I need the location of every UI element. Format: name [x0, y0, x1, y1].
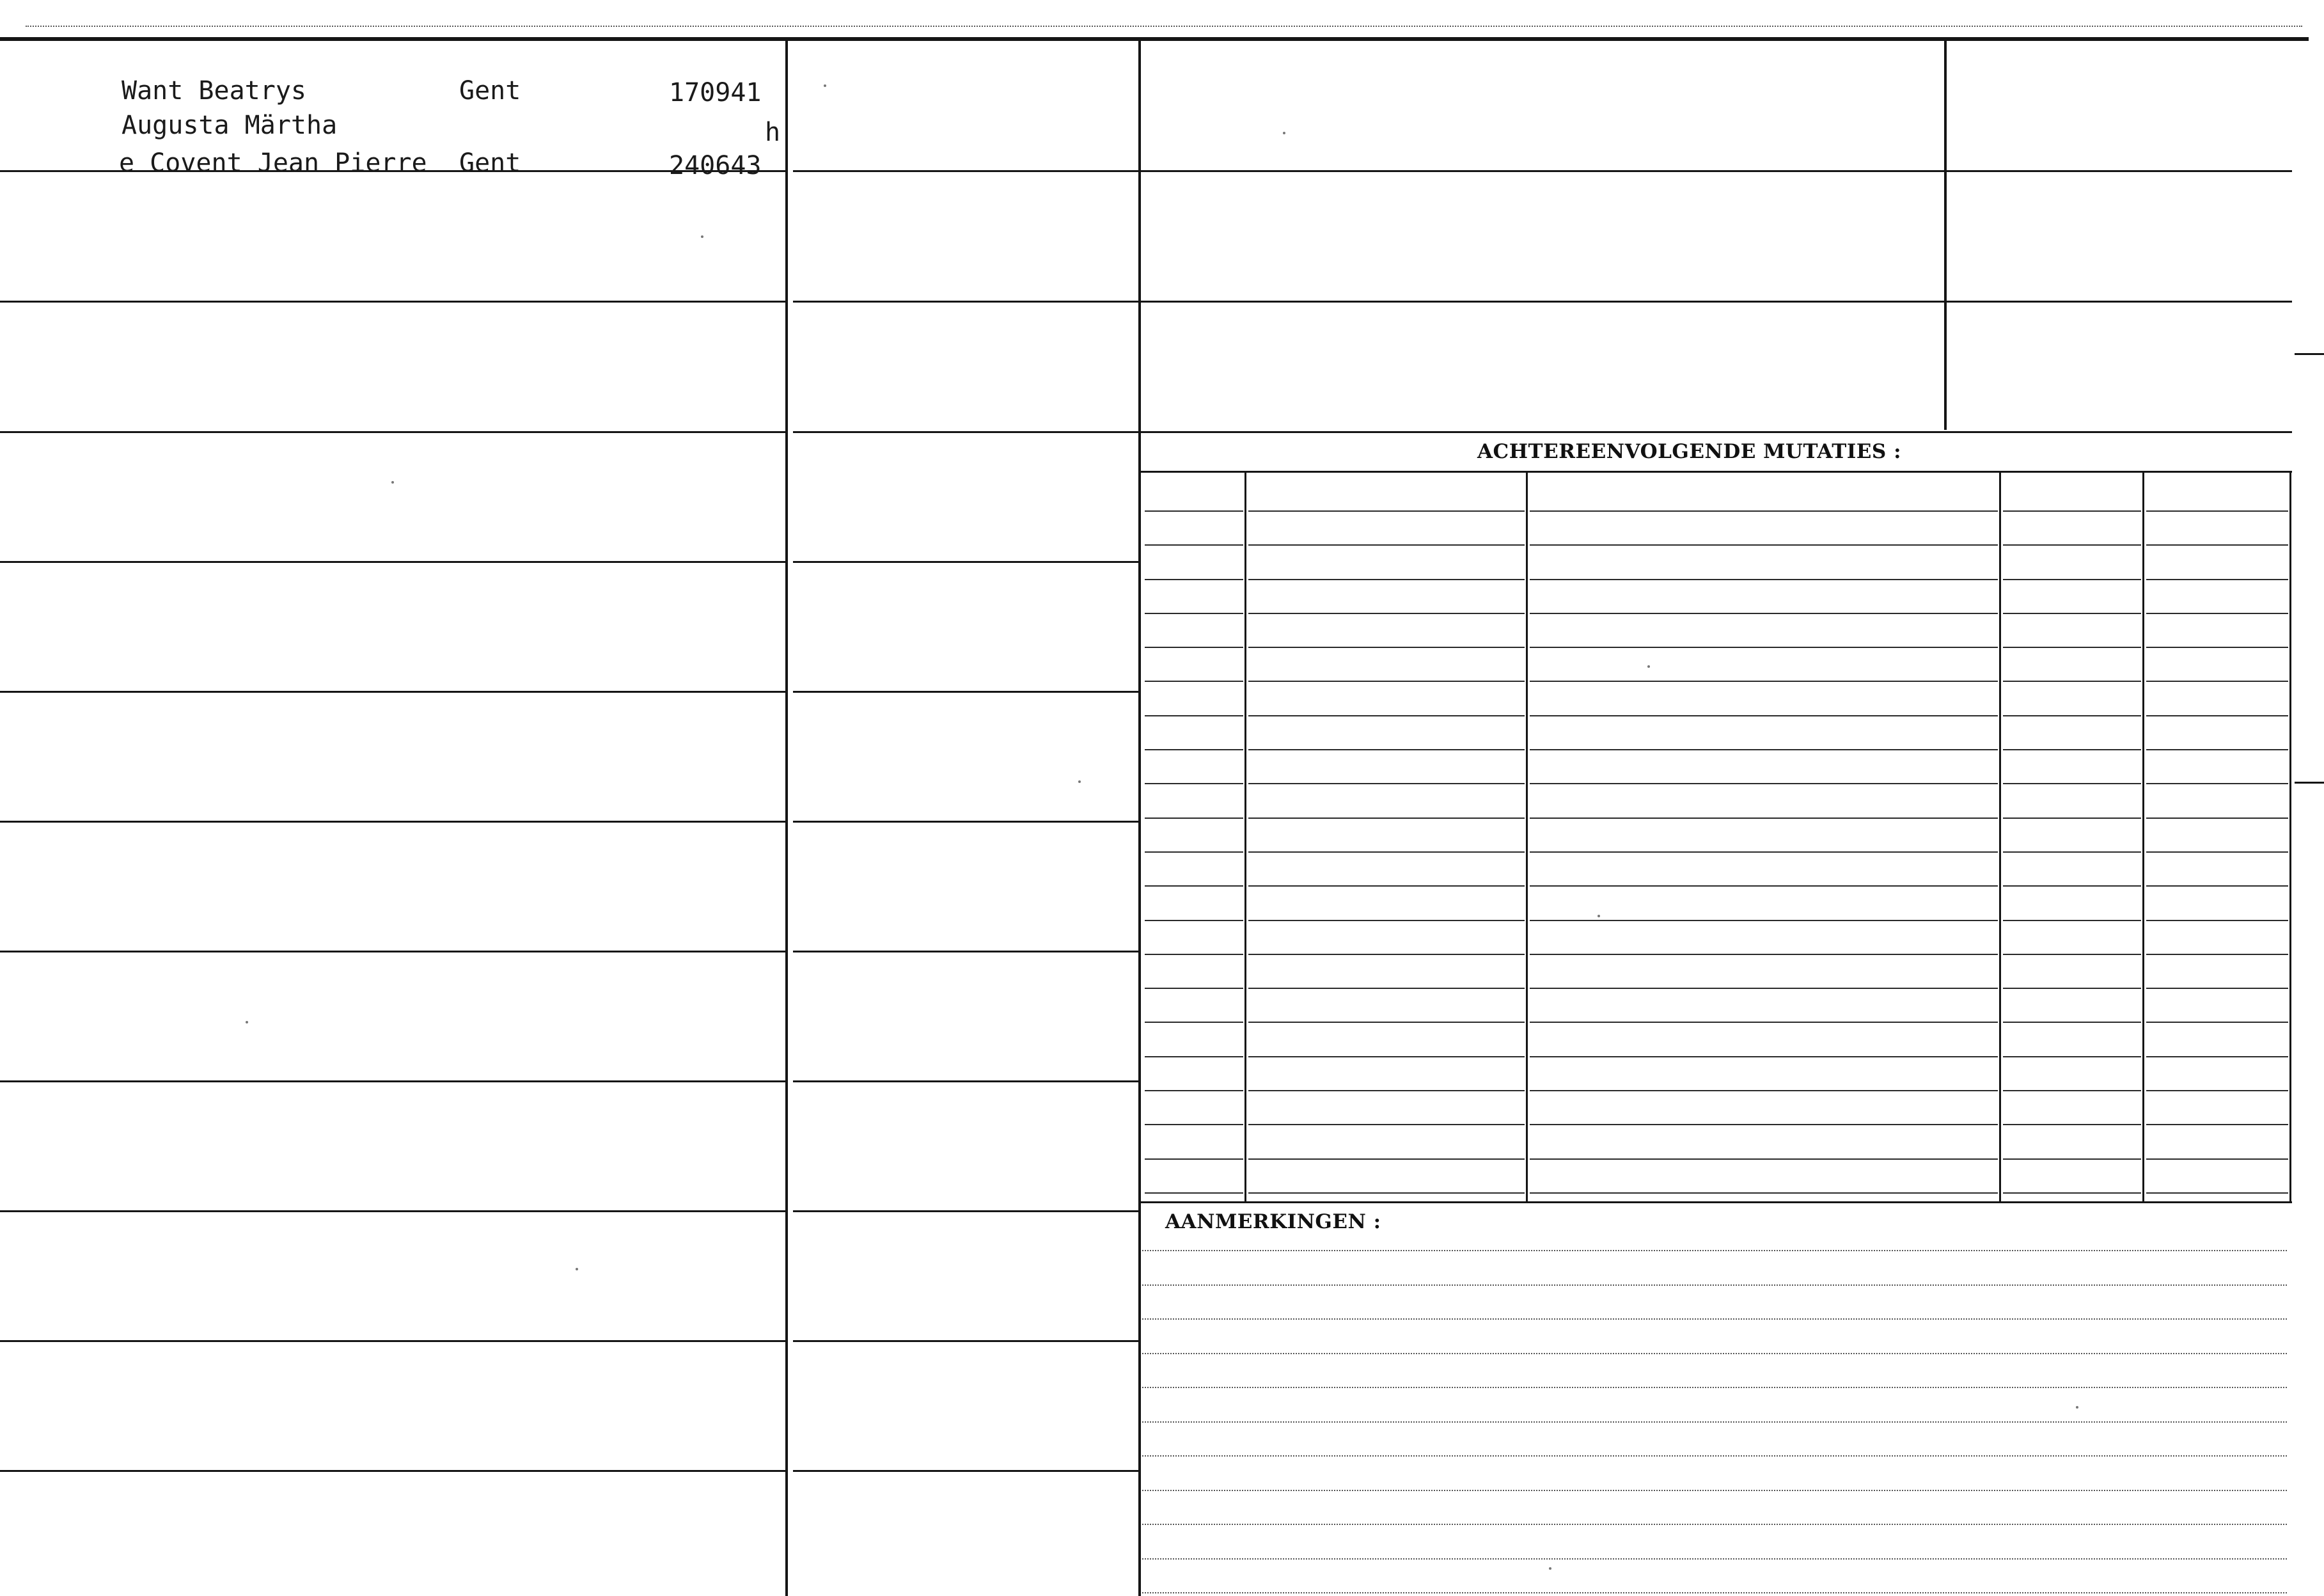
edge-tick: [2295, 353, 2324, 355]
aanmerkingen-rule: [1142, 1524, 2287, 1525]
mutaties-rule: [1145, 1124, 1243, 1125]
mutaties-rule: [2146, 1056, 2288, 1057]
mutaties-rule: [1145, 647, 1243, 648]
mutaties-rule: [1145, 579, 1243, 580]
mutaties-rule: [1530, 954, 1998, 955]
aanmerkingen-rule: [1142, 1318, 2287, 1320]
aanmerkingen-rule: [1142, 1250, 2287, 1251]
mutaties-rule: [2003, 1090, 2141, 1091]
mutaties-rule: [1530, 1158, 1998, 1160]
mutaties-rule: [2003, 954, 2141, 955]
mutaties-bottom-border: [1141, 1201, 2292, 1203]
mutaties-rule: [1248, 1192, 1525, 1194]
mutaties-rule: [1248, 544, 1525, 546]
mutaties-rule: [1145, 544, 1243, 546]
scan-speck: [1549, 1567, 1551, 1570]
mutaties-rule: [2003, 647, 2141, 648]
mutaties-col-divider: [2142, 472, 2144, 1201]
mutaties-rule: [2146, 920, 2288, 921]
entry-line3-place: Gent: [459, 148, 521, 178]
mutaties-rule: [1248, 1056, 1525, 1057]
aanmerkingen-rule: [1142, 1490, 2287, 1491]
mutaties-rule: [2146, 783, 2288, 784]
mutaties-rule: [2146, 1090, 2288, 1091]
mutaties-rule: [1145, 510, 1243, 512]
mutaties-col-divider: [1999, 472, 2001, 1201]
mutaties-rule: [2146, 1192, 2288, 1194]
mutaties-rule: [1145, 783, 1243, 784]
scan-speck: [824, 84, 826, 87]
entry-line1-name: Want Beatrys: [122, 76, 306, 106]
mutaties-col-divider: [1244, 472, 1246, 1201]
mutaties-rule: [1530, 544, 1998, 546]
mutaties-rule: [2146, 579, 2288, 580]
mutaties-rule: [2146, 715, 2288, 716]
mutaties-rule: [1530, 1022, 1998, 1023]
mutaties-rule: [1248, 1022, 1525, 1023]
entry-line2-mark: h: [765, 118, 781, 147]
mutaties-rule: [1248, 988, 1525, 989]
scan-speck: [576, 1268, 578, 1270]
mutaties-rule: [2146, 749, 2288, 750]
mutaties-rule: [1530, 715, 1998, 716]
mutaties-top-border: [1141, 471, 2292, 473]
row-line: [793, 1080, 1138, 1082]
row-line: [793, 951, 1138, 952]
mutaties-rule: [2146, 681, 2288, 682]
row-line: [0, 561, 787, 563]
mutaties-rule: [1248, 1158, 1525, 1160]
mutaties-rule: [1145, 988, 1243, 989]
top-border: [0, 37, 2309, 41]
aanmerkingen-rule: [1142, 1284, 2287, 1286]
scan-speck: [1283, 132, 1285, 134]
entry-line3-number: 240643: [669, 151, 762, 180]
mutaties-rule: [2003, 1192, 2141, 1194]
mutaties-rule: [2146, 1124, 2288, 1125]
row-line: [793, 1470, 1138, 1472]
edge-tick: [2295, 782, 2324, 784]
mutaties-rule: [2003, 885, 2141, 887]
entry-line1-place: Gent: [459, 76, 521, 106]
mutaties-rule: [2003, 544, 2141, 546]
row-line: [0, 951, 787, 952]
scan-speck: [246, 1021, 248, 1023]
mutaties-rule: [1145, 715, 1243, 716]
mutaties-rule: [1248, 851, 1525, 853]
mutaties-rule: [1145, 1090, 1243, 1091]
scan-speck: [1078, 780, 1081, 783]
mutaties-rule: [2146, 885, 2288, 887]
scan-speck: [2076, 1406, 2078, 1409]
row-line: [0, 301, 787, 303]
mutaties-rule: [2146, 613, 2288, 614]
mutaties-rule: [1530, 510, 1998, 512]
mutaties-rule: [2146, 954, 2288, 955]
mutaties-rule: [1530, 1192, 1998, 1194]
aanmerkingen-rule: [1142, 1558, 2287, 1560]
mutaties-rule: [2003, 510, 2141, 512]
mutaties-rule: [1145, 749, 1243, 750]
row-line: [793, 821, 1138, 823]
aanmerkingen-heading: AANMERKINGEN :: [1165, 1210, 1381, 1233]
mutaties-rule: [2003, 715, 2141, 716]
mutaties-rule: [2003, 1022, 2141, 1023]
mutaties-rule: [2003, 818, 2141, 819]
mutaties-rule: [2146, 510, 2288, 512]
mutaties-rule: [1248, 579, 1525, 580]
row-line: [0, 691, 787, 693]
row-line: [793, 1340, 1138, 1342]
mutaties-rule: [2146, 988, 2288, 989]
mutaties-rule: [1530, 885, 1998, 887]
mutaties-rule: [1530, 749, 1998, 750]
row-line: [793, 431, 1138, 433]
mutaties-rule: [2003, 988, 2141, 989]
mutaties-rule: [1530, 1124, 1998, 1125]
row-line: [0, 1340, 787, 1342]
row-line: [0, 1210, 787, 1212]
mutaties-rule: [1145, 681, 1243, 682]
mutaties-rule: [1530, 851, 1998, 853]
row-line: [793, 1210, 1138, 1212]
mutaties-rule: [1248, 783, 1525, 784]
mutaties-rule: [1145, 818, 1243, 819]
row-line: [793, 301, 1138, 303]
mutaties-rule: [1145, 1022, 1243, 1023]
row-line: [793, 561, 1138, 563]
mutaties-rule: [1248, 954, 1525, 955]
mutaties-rule: [1530, 783, 1998, 784]
mutaties-rule: [2003, 1056, 2141, 1057]
scan-speck: [1598, 915, 1600, 917]
aanmerkingen-rule: [1142, 1421, 2287, 1423]
mutaties-rule: [1248, 715, 1525, 716]
mutaties-rule: [2003, 579, 2141, 580]
mutaties-rule: [2003, 749, 2141, 750]
aanmerkingen-rule: [1142, 1353, 2287, 1354]
row-line: [0, 1470, 787, 1472]
row-line: [0, 1080, 787, 1082]
mutaties-rule: [1145, 851, 1243, 853]
mutaties-rule: [2146, 1158, 2288, 1160]
mutaties-rule: [1248, 749, 1525, 750]
mutaties-col-divider: [2289, 472, 2291, 1201]
mutaties-rule: [1530, 613, 1998, 614]
scan-speck: [391, 481, 394, 484]
scan-speck: [701, 235, 703, 238]
aanmerkingen-rule: [1142, 1455, 2287, 1457]
mutaties-rule: [1145, 613, 1243, 614]
mutaties-rule: [1530, 988, 1998, 989]
mutaties-rule: [2003, 1124, 2141, 1125]
mutaties-rule: [1145, 885, 1243, 887]
mutaties-rule: [2003, 681, 2141, 682]
mutaties-rule: [1248, 885, 1525, 887]
mutaties-rule: [1248, 510, 1525, 512]
mutaties-rule: [2003, 851, 2141, 853]
aanmerkingen-rule: [1142, 1387, 2287, 1388]
mutaties-rule: [2146, 647, 2288, 648]
mutaties-rule: [1248, 613, 1525, 614]
entry-line1-number: 170941: [669, 78, 762, 107]
mutaties-rule: [1530, 647, 1998, 648]
column-divider-2: [1138, 38, 1141, 1596]
mutaties-rule: [1530, 818, 1998, 819]
mutaties-rule: [2003, 920, 2141, 921]
top-edge-marks: [26, 26, 2302, 27]
mutaties-rule: [2146, 818, 2288, 819]
mutaties-rule: [1530, 579, 1998, 580]
mutaties-rule: [1530, 681, 1998, 682]
mutaties-rule: [2003, 613, 2141, 614]
mutaties-rule: [1145, 1192, 1243, 1194]
mutaties-rule: [1248, 1090, 1525, 1091]
mutaties-rule: [2146, 1022, 2288, 1023]
mutaties-rule: [2146, 544, 2288, 546]
entry-line2-name: Augusta Märtha: [122, 111, 338, 140]
mutaties-rule: [1145, 1158, 1243, 1160]
mutaties-rule: [1248, 647, 1525, 648]
mutaties-rule: [1248, 681, 1525, 682]
mutaties-rule: [1530, 1090, 1998, 1091]
mutaties-rule: [1248, 1124, 1525, 1125]
mutaties-col-divider: [1526, 472, 1528, 1201]
right-row-line: [1141, 170, 2292, 172]
right-row-line: [1141, 301, 2292, 303]
scan-speck: [1647, 665, 1650, 668]
right-top-divider: [1944, 38, 1947, 430]
mutaties-heading: ACHTEREENVOLGENDE MUTATIES :: [1477, 440, 1902, 463]
entry-line3-name: e Covent Jean Pierre: [119, 148, 427, 178]
mutaties-rule: [1145, 920, 1243, 921]
right-row-line: [1141, 431, 2292, 433]
row-line: [793, 691, 1138, 693]
row-line: [793, 170, 1138, 172]
mutaties-rule: [1530, 920, 1998, 921]
mutaties-rule: [1530, 1056, 1998, 1057]
mutaties-rule: [1145, 1056, 1243, 1057]
mutaties-rule: [1248, 818, 1525, 819]
mutaties-rule: [2003, 783, 2141, 784]
mutaties-rule: [1145, 954, 1243, 955]
column-divider-1: [785, 38, 788, 1596]
mutaties-rule: [1248, 920, 1525, 921]
mutaties-rule: [2146, 851, 2288, 853]
row-line: [0, 821, 787, 823]
mutaties-rule: [2003, 1158, 2141, 1160]
aanmerkingen-rule: [1142, 1592, 2287, 1593]
row-line: [0, 431, 787, 433]
